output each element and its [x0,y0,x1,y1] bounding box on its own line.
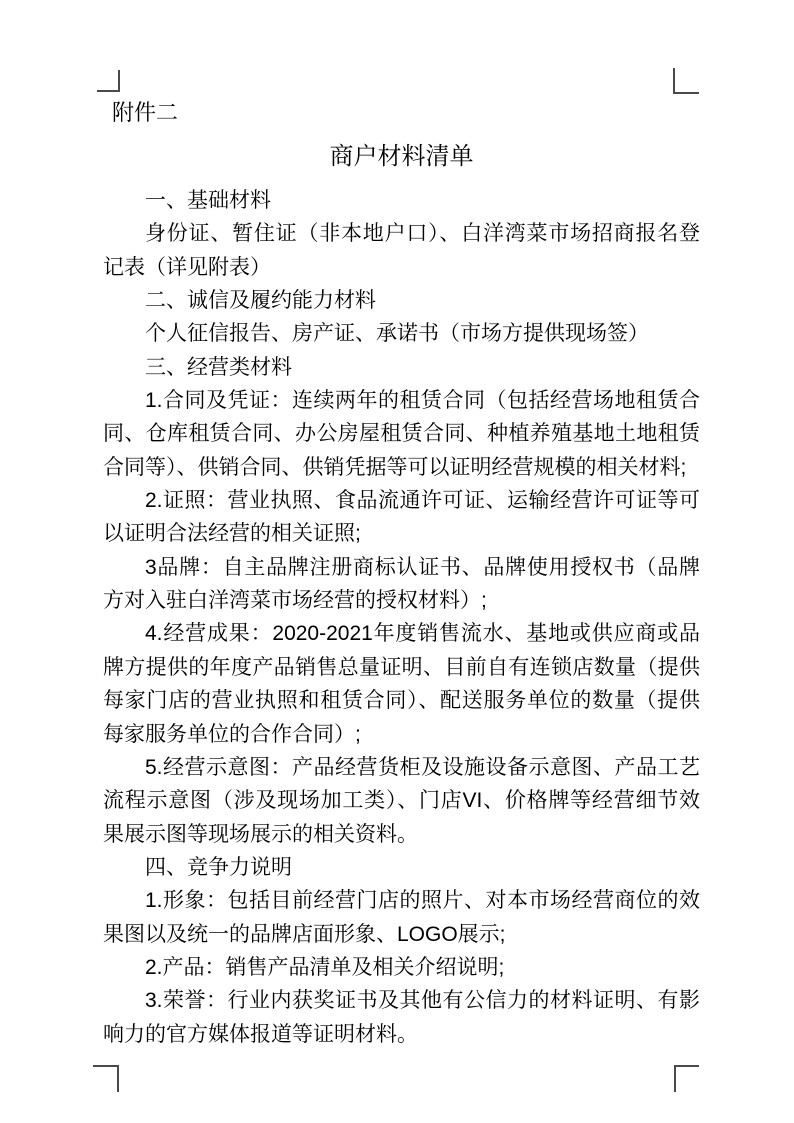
crop-mark-top-left-icon [97,70,120,92]
paragraph-business-diagrams: 5.经营示意图：产品经营货柜及设施设备示意图、产品工艺流程示意图（涉及现场加工类）、门店VI、价格牌等经营细节效果展示图等现场展示的相关资料。 [103,755,700,846]
paragraph-contracts: 1.合同及凭证：连续两年的租赁合同（包括经营场地租赁合同、仓库租赁合同、办公房屋租赁合同、种植养殖基地土地租赁合同等）、供销合同、供销凭据等可以证明经营规模的相关材料; [103,389,700,479]
document-title: 商户材料清单 [329,143,474,170]
paragraph-image: 1.形象：包括目前经营门店的照片、对本市场经营商位的效果图以及统一的品牌店面形象、LOGO展示; [103,889,700,946]
paragraph-products: 2.产品：销售产品清单及相关介绍说明; [145,955,505,979]
paragraph-credit-materials: 个人征信报告、房产证、承诺书（市场方提供现场签） [145,322,649,346]
paragraph-section-2-heading: 二、诚信及履约能力材料 [145,289,376,313]
paragraph-basic-materials: 身份证、暂住证（非本地户口）、白洋湾菜市场招商报名登记表（详见附表） [103,222,700,279]
document-body [103,96,700,1051]
attachment-label: 附件二 [112,100,179,125]
crop-mark-top-right-icon [673,68,699,94]
paragraph-brand: 3品牌：自主品牌注册商标认证书、品牌使用授权书（品牌方对入驻白洋湾菜市场经营的授权材料）; [103,555,700,613]
paragraph-section-4-heading: 四、竞争力说明 [145,855,292,879]
paragraph-business-results: 4.经营成果：2020-2021年度销售流水、基地或供应商或品牌方提供的年度产品销售总量证明、目前自有连锁店数量（提供每家门店的营业执照和租赁合同）、配送服务单位的数量（提供每家服务单位的合作合同）; [103,622,700,746]
crop-mark-bottom-left-icon [93,1065,119,1092]
paragraph-honors: 3.荣誉：行业内获奖证书及其他有公信力的材料证明、有影响力的官方媒体报道等证明材料。 [103,989,700,1046]
paragraph-section-1-heading: 一、基础材料 [145,189,271,212]
paragraph-section-3-heading: 三、经营类材料 [145,355,292,379]
paragraph-licenses: 2.证照：营业执照、食品流通许可证、运输经营许可证等可以证明合法经营的相关证照; [103,489,700,546]
crop-mark-bottom-right-icon [674,1065,699,1092]
